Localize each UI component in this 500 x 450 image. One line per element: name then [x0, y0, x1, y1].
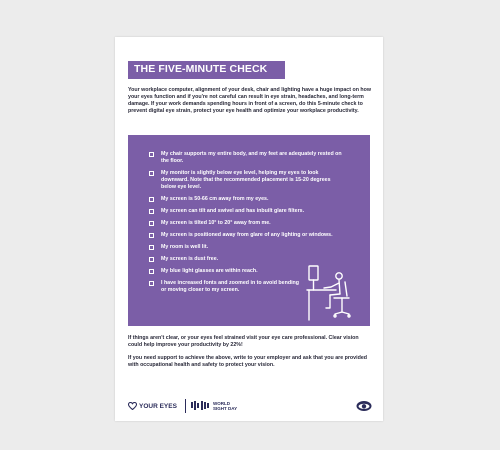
checklist-item[interactable]: My room is well lit. [149, 244, 344, 251]
checklist-item[interactable]: My screen is tilted 10° to 20° away from me. [149, 220, 344, 227]
checkbox-icon[interactable] [149, 197, 154, 202]
brand-name: YOUR EYES [139, 402, 177, 410]
your-eyes-logo [128, 401, 177, 411]
checklist-item[interactable]: My screen is dust free. [149, 256, 344, 263]
checkbox-icon[interactable] [149, 281, 154, 286]
page-title: THE FIVE-MINUTE CHECK [134, 63, 268, 75]
checklist-item[interactable]: My screen is 50-66 cm away from my eyes. [149, 196, 344, 203]
checkbox-icon[interactable] [149, 152, 154, 157]
heart-icon [128, 402, 137, 410]
checkbox-icon[interactable] [149, 257, 154, 262]
wsd-wordmark: WORLD SIGHT DAY [213, 400, 238, 411]
world-sight-day-logo [191, 400, 237, 411]
checklist-item[interactable]: My chair supports my entire body, and my feet are adequately rested on the floor. [149, 151, 344, 165]
checklist-item[interactable]: My screen is positioned away from glare of any lighting or windows. [149, 232, 344, 239]
checklist-item[interactable]: I have increased fonts and zoomed in to avoid bending or moving closer to my screen. [149, 280, 301, 294]
footer-divider [185, 399, 186, 413]
checkbox-icon[interactable] [149, 209, 154, 214]
checklist-item[interactable]: My blue light glasses are within reach. [149, 268, 344, 275]
closing-paragraph: If you need support to achieve the above, write to your employer and ask that you are provided with occupational health and safety to protect your vision. [128, 355, 368, 369]
checklist-item[interactable]: My monitor is slightly below eye level, helping my eyes to look downward. Note that the recommended placement is 15-20 degrees below eye level. [149, 170, 344, 191]
desk-worker-illustration [306, 256, 364, 322]
checklist-panel [128, 135, 370, 326]
footer [128, 399, 372, 413]
checklist-item[interactable]: My screen can tilt and swivel and has inbuilt glare filters. [149, 208, 344, 215]
checkbox-icon[interactable] [149, 221, 154, 226]
checkbox-icon[interactable] [149, 245, 154, 250]
intro-paragraph: Your workplace computer, alignment of your desk, chair and lighting have a huge impact on how your eyes function and if you're not careful can result in eye strain, headaches, and long-term damage. If your work demands spending hours in front of a screen, do this 5-minute check to prevent digital eye strain, protect your eye health and optimize your workplace productivity. [128, 87, 372, 115]
closing-paragraph: If things aren't clear, or your eyes feel strained visit your eye care professional. Clear vision could help improve your productivity by 22%! [128, 335, 359, 349]
checkbox-icon[interactable] [149, 233, 154, 238]
document-page [115, 37, 383, 421]
eye-logo-icon [356, 400, 372, 412]
wsd-logo-icon [191, 400, 211, 411]
checkbox-icon[interactable] [149, 269, 154, 274]
closing-text [128, 335, 372, 375]
title-banner [128, 61, 285, 79]
checkbox-icon[interactable] [149, 171, 154, 176]
